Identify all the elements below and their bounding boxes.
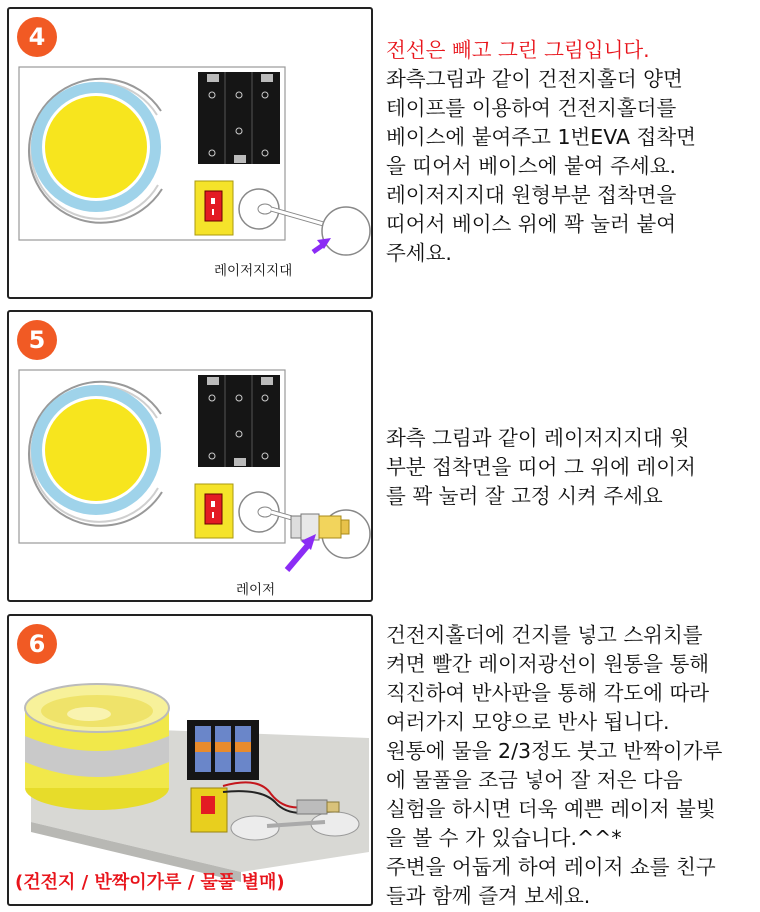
yellow-disc xyxy=(45,399,147,501)
laser-support-disc xyxy=(322,207,370,255)
figure-label: 레이저 xyxy=(236,582,276,598)
instruction-line: 여러가지 모양으로 반사 됩니다. xyxy=(386,710,670,734)
instruction-line: 직진하여 반사판을 통해 각도에 따라 xyxy=(386,681,710,705)
figure-label: 레이저지지대 xyxy=(214,263,293,279)
switch xyxy=(195,484,233,538)
step-6-instructions xyxy=(386,621,722,911)
instruction-line: 을 볼 수 가 있습니다.^^* xyxy=(386,826,622,850)
step-number-badge: 4 xyxy=(17,17,57,57)
battery-holder xyxy=(198,72,280,164)
instruction-line: 좌측그림과 같이 건전지홀더 양면 xyxy=(386,67,683,91)
instruction-line: 테이프를 이용하여 건전지홀더를 xyxy=(386,96,677,120)
switch xyxy=(191,788,227,832)
instruction-line: 주세요. xyxy=(386,241,452,265)
instruction-line: 띠어서 베이스 위에 꽉 눌러 붙여 xyxy=(386,212,677,236)
instruction-line: 들과 함께 즐겨 보세요. xyxy=(386,884,591,908)
step-5-instructions xyxy=(386,424,696,511)
step-4-panel xyxy=(7,7,373,299)
photo-caption: (건전지 / 반짝이가루 / 물풀 별매) xyxy=(15,872,285,893)
instruction-line: 원통에 물을 2/3정도 붓고 반짝이가루 xyxy=(386,739,723,763)
step-4-instructions xyxy=(386,36,696,268)
instruction-line: 켜면 빨간 레이저광선이 원통을 통해 xyxy=(386,652,710,676)
step-number-badge: 5 xyxy=(17,320,57,360)
step-5-diagram xyxy=(9,312,371,600)
laser-module xyxy=(297,800,339,814)
step-4-diagram xyxy=(9,9,371,297)
instruction-line: 좌측 그림과 같이 레이저지지대 윗 xyxy=(386,426,690,450)
battery-holder xyxy=(187,720,259,780)
instruction-line: 레이저지지대 원형부분 접착면을 xyxy=(386,183,677,207)
step-5-panel xyxy=(7,310,373,602)
instruction-line: 베이스에 붙여주고 1번EVA 접착면 xyxy=(386,125,696,149)
instruction-line: 건전지홀더에 건지를 넣고 스위치를 xyxy=(386,623,703,647)
water-cylinder xyxy=(25,684,169,810)
yellow-disc xyxy=(45,96,147,198)
laser-module xyxy=(291,514,349,540)
instruction-line: 부분 접착면을 띠어 그 위에 레이저 xyxy=(386,455,696,479)
step-6-photo xyxy=(9,616,371,904)
step-6-panel xyxy=(7,614,373,906)
instruction-line: 주변을 어둡게 하여 레이저 쇼를 친구 xyxy=(386,855,716,879)
instruction-highlight: 전선은 빼고 그린 그림입니다. xyxy=(386,38,650,62)
battery-holder xyxy=(198,375,280,467)
step-number-badge: 6 xyxy=(17,624,57,664)
switch xyxy=(195,181,233,235)
instruction-line: 실험을 하시면 더욱 예쁜 레이저 불빛 xyxy=(386,797,716,821)
instruction-line: 에 물풀을 조금 넣어 잘 저은 다음 xyxy=(386,768,683,792)
instruction-line: 을 띠어서 베이스에 붙여 주세요. xyxy=(386,154,677,178)
instruction-line: 를 꽉 눌러 잘 고정 시켜 주세요 xyxy=(386,484,663,508)
